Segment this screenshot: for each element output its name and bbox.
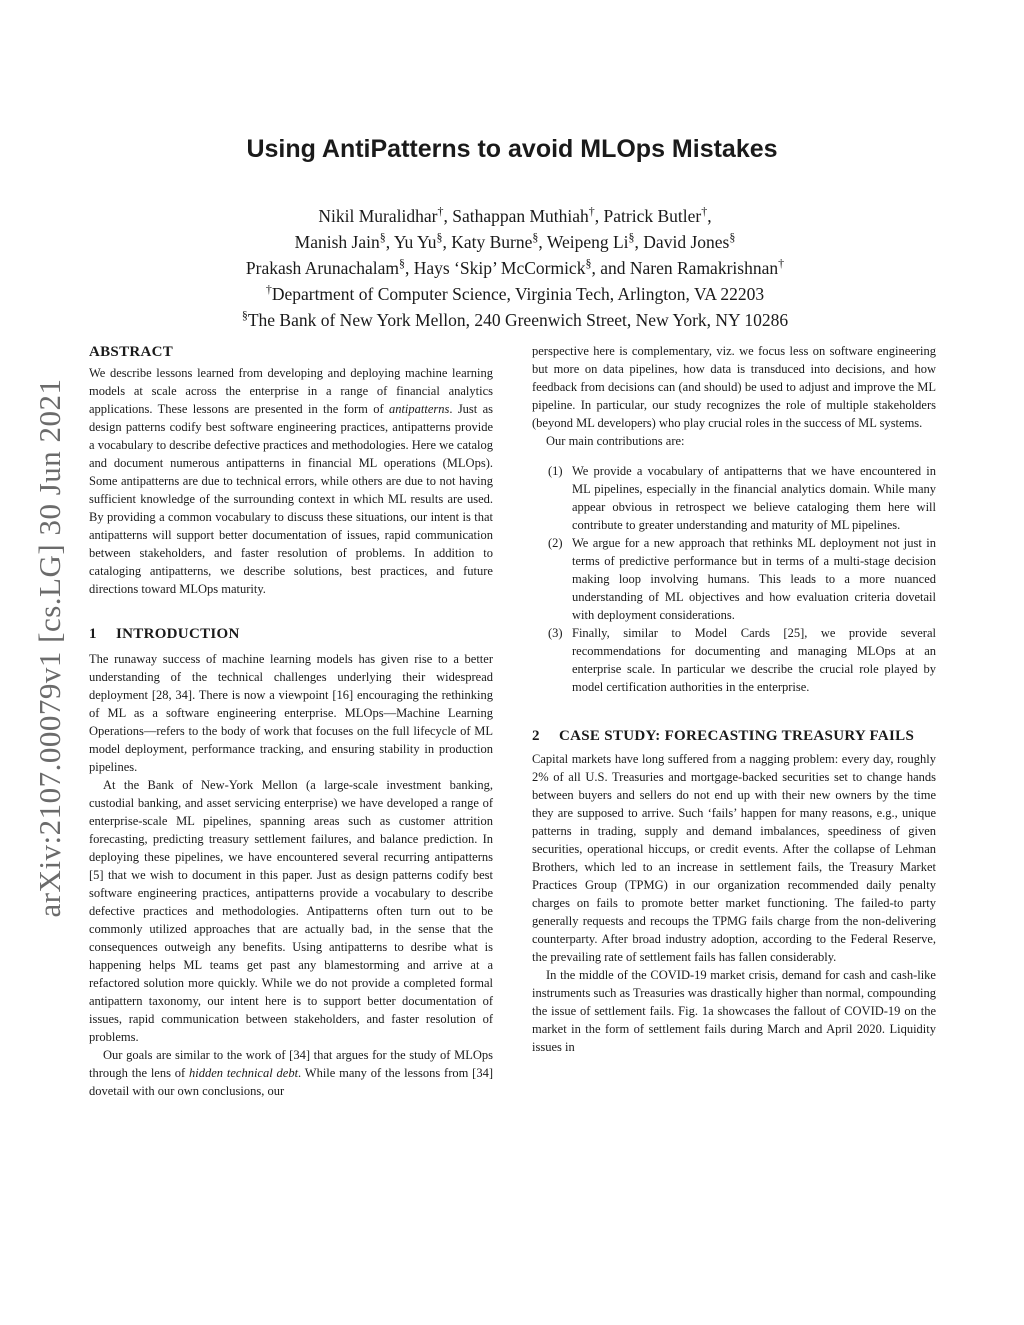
intro-heading: 1 INTRODUCTION: [89, 626, 240, 642]
contributions-list: [532, 462, 936, 696]
list-item: (2) We argue for a new approach that rethinks ML deployment not just in terms of predictive performance but in terms of a multi-stage decision making loop involving humans. This leads to a more nuanced understanding of ML objectives and how evaluation criteria dovetail with deployment considerations.: [548, 536, 936, 622]
intro-paragraph: At the Bank of New-York Mellon (a large-scale investment banking, custodial banking, and asset servicing enterprise) we have developed a range of enterprise-scale ML pipelines, spanning areas such as customer attrition forecasting, predicting treasury settlement failures, and balance prediction. In deploying these pipelines, we have encountered several recurring antipatterns [5] that we wish to document in this paper. Just as design patterns codify best software engineering practices, antipatterns provide a vocabulary to describe defective practices and methodologies. Antipatterns often turn out to be commonly utilized approaches that are actually bad, in the sense that the consequences outweigh any benefits. Using antipatterns to desribe what is happening helps ML teams get past any blamestorming and arrive at a refactored solution more quickly. While we do not provide a completed formal antipattern taxonomy, our intent here is to support better documentation of issues, rapid communication between stakeholders, and faster resolution of problems.: [89, 778, 493, 1044]
list-item: (3) Finally, similar to Model Cards [25], we provide several recommendations for documenting and managing MLOps at an enterprise scale. In particular we describe the crucial role played by model certification authorities in the enterprise.: [548, 626, 936, 694]
intro-paragraph: The runaway success of machine learning models has given rise to a better understanding of the technical challenges underlying their widespread deployment [28, 34]. There is now a viewpoint [16] encouraging the rethinking of ML as a software engineering enterprise. MLOps—Machine Learning Operations—refers to the body of work that focuses on the full lifecycle of ML model deployment, performance tracking, and ensuring stability in production pipelines.: [89, 652, 493, 774]
case-study-heading: 2 CASE STUDY: FORECASTING TREASURY FAILS: [532, 728, 915, 744]
abstract-text: We describe lessons learned from developing and deploying machine learning models at scale across the enterprise in a range of financial analytics applications. These lessons are presented in the form of antipatterns. Just as design patterns codify best software engineering practices, antipatterns provide a vocabulary to describe defective practices and methodologies. Here we catalog and document numerous antipatterns in financial ML operations (MLOps). Some antipatterns are due to technical errors, while others are due to not having sufficient knowledge of the surrounding context in which ML results are used. By providing a common vocabulary to discuss these situations, our intent is that antipatterns will support better documentation of issues, rapid communication between stakeholders, and faster resolution of problems. In addition to cataloging antipatterns, we describe solutions, best practices, and future directions toward MLOps maturity.: [89, 366, 493, 596]
affiliation-vt: †Department of Computer Science, Virginia Tech, Arlington, VA 22203: [265, 282, 765, 304]
intro-paragraph: Our goals are similar to the work of [34] that argues for the study of MLOps through the lens of hidden technical debt. While many of the lessons from [34] dovetail with our own conclusions, our: [89, 1048, 493, 1098]
author-block: [100, 203, 930, 333]
right-column: [532, 342, 936, 1056]
intro-continued: perspective here is complementary, viz. we focus less on software engineering but more on data pipelines, how data is transduced into decisions, and how feedback from decisions can (and should) be used to adjust and improve the ML pipeline. In particular, our study recognizes the role of multiple stakeholders (beyond ML developers) who play crucial roles in the success of ML systems.: [532, 344, 936, 430]
author-line: Manish Jain§, Yu Yu§, Katy Burne§, Weipeng Li§, David Jones§: [294, 230, 736, 252]
case-study-paragraph: In the middle of the COVID-19 market crisis, demand for cash and cash-like instruments such as Treasuries was drastically higher than normal, compounding the issue of settlement fails. Fig. 1a showcases the fallout of COVID-19 on the market in the form of settlement fails during March and April 2020. Liquidity issues in: [532, 968, 936, 1054]
arxiv-identifier: [30, 340, 70, 955]
affiliation-bny: §The Bank of New York Mellon, 240 Greenwich Street, New York, NY 10286: [241, 308, 789, 330]
paper-title: Using AntiPatterns to avoid MLOps Mistakes: [246, 135, 778, 163]
left-column: [89, 342, 493, 1100]
contributions-intro: Our main contributions are:: [546, 434, 685, 448]
author-line: Nikil Muralidhar†, Sathappan Muthiah†, Patrick Butler†,: [318, 204, 712, 226]
abstract-heading: ABSTRACT: [89, 344, 174, 360]
list-item: (1) We provide a vocabulary of antipatterns that we have encountered in ML pipelines, especially in the financial analytics domain. While many appear obvious in retrospect we believe cataloging them here will contribute to greater understanding and maturity of ML pipelines.: [548, 464, 936, 532]
case-study-paragraph: Capital markets have long suffered from a nagging problem: every day, roughly 2% of all U.S. Treasuries and mortgage-backed securities set to change hands between buyers and sellers do not end up with their new owners by the time they are supposed to arrive. Such ‘fails’ happen for many reasons, e.g., unique patterns in trading, supply and demand imbalances, speediness of given securities, operational hiccups, or credit events. After the collapse of Lehman Brothers, which led to an increase in settlement fails, the Treasury Market Practices Group (TPMG) in our organization recommended daily penalty charges on fails to promote better market functioning. The failed-to party generally requests and recoups the TPMG fails charge from the non-delivering counterparty. After broad industry adoption, according to the Federal Reserve, the prevailing rate of settlement fails has fallen considerably.: [532, 752, 936, 964]
arxiv-identifier-text: arXiv:2107.00079v1 [cs.LG] 30 Jun 2021: [32, 377, 67, 918]
author-line: Prakash Arunachalam§, Hays ‘Skip’ McCormick§, and Naren Ramakrishnan†: [245, 256, 785, 278]
